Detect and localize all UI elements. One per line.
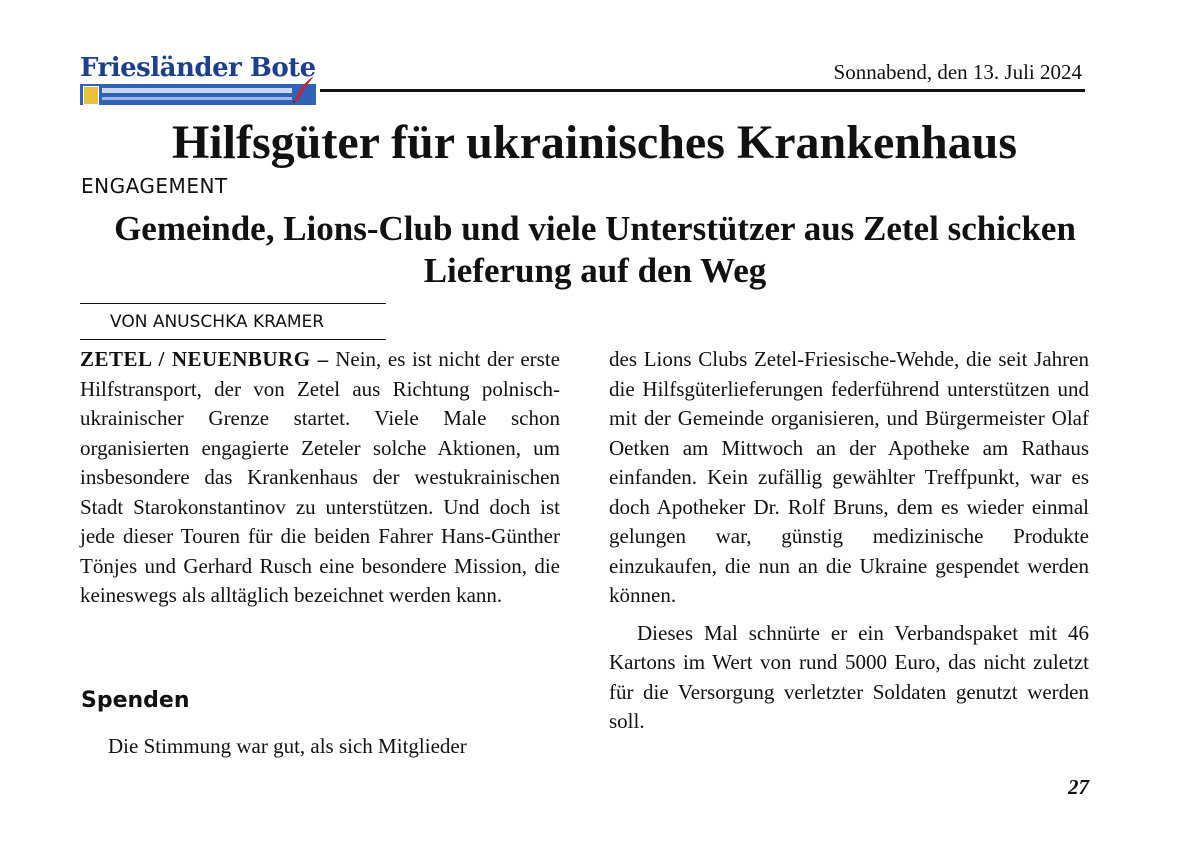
page-number: 27 (1068, 775, 1089, 799)
body-paragraph: Dieses Mal schnürte er ein Verbandspaket mit 46 Kartons im Wert von rund 5000 Euro, das nicht zuletzt für die Versorgung verletzter Soldaten genutzt werden soll. (609, 620, 1089, 733)
headline: Hilfsgüter für ukrainisches Krankenhaus (171, 116, 1018, 169)
article-column-left-continued (80, 732, 560, 762)
logo-title: Friesländer Bote (80, 53, 316, 83)
quill-icon (292, 75, 316, 103)
section-paragraph: Die Stimmung war gut, als sich Mitglieder (108, 734, 467, 758)
article-column-right (609, 345, 1089, 737)
lead-text: Nein, es ist nicht der erste Hilfstransport, der von Zetel aus Richtung polnisch-ukrainischer Grenze startet. Viele Male schon organisierten engagierte Zeteler solche Aktionen, um insbesondere das Krankenhaus der westukrainischen Stadt Starokonstantinov zu unterstützen. Und doch ist jede dieser Touren für die beiden Fahrer Hans-Günther Tönjes und Gerhard Rusch eine besondere Mission, die keineswegs als alltäglich bezeichnet werden kann. (80, 347, 560, 607)
logo-band-text (102, 88, 292, 93)
subheadline: Gemeinde, Lions-Club und viele Unterstützer aus Zetel schicken Lieferung auf den Weg (114, 209, 1076, 290)
logo-band-text (102, 97, 292, 100)
section-heading: Spenden (81, 688, 190, 713)
byline: VON ANUSCHKA KRAMER (110, 312, 325, 332)
article-column-left (80, 345, 560, 611)
newspaper-logo (80, 53, 316, 105)
body-paragraph: des Lions Clubs Zetel-Friesische-Wehde, die seit Jahren die Hilfsgüterlieferungen federführend unterstützen und mit der Gemeinde organisieren, und Bürgermeister Olaf Oetken am Mittwoch an der Apotheke am Rathaus einfanden. Kein zufällig gewählter Treffpunkt, war es doch Apotheker Dr. Rolf Bruns, dem es wieder einmal gelungen war, günstig medizinische Produkte einzukaufen, die nun an die Ukraine gespendet werden können. (609, 347, 1089, 607)
masthead-rule (320, 89, 1085, 92)
crest-icon (83, 86, 99, 105)
dateline: ZETEL / NEUENBURG – (80, 347, 329, 371)
kicker: ENGAGEMENT (81, 174, 228, 198)
issue-date: Sonnabend, den 13. Juli 2024 (833, 60, 1082, 84)
byline-rule-bottom (80, 339, 386, 340)
lead-paragraph (80, 345, 560, 611)
byline-rule-top (80, 303, 386, 304)
